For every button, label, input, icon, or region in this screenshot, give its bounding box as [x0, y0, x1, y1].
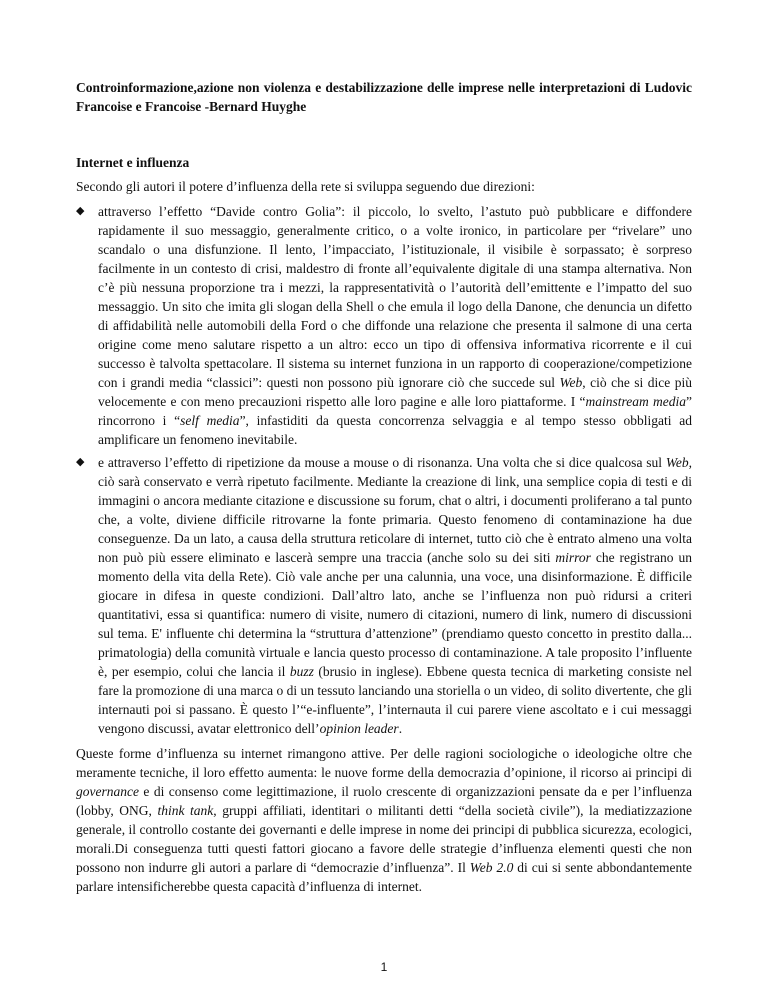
intro-paragraph: Secondo gli autori il potere d’influenza della rete si sviluppa seguendo due direzioni: — [76, 179, 535, 194]
document-page — [76, 78, 692, 896]
diamond-bullet-icon: ◆ — [76, 456, 85, 468]
page-number: 1 — [380, 960, 388, 974]
section-heading: Internet e influenza — [76, 155, 190, 170]
directions-list — [76, 202, 692, 738]
conclusion-paragraph: Queste forme d’influenza su internet rimangono attive. Per delle ragioni sociologiche o ideologiche oltre che meramente tecniche, il loro effetto aumenta: le nuove forme della democrazia d’opinione, il ricorso ai principi di governance e di consenso come legittimazione, il ruolo crescente di organizzazioni pensate da e per l’influenza (lobby, ONG, think tank, gruppi affiliati, identitari o militanti detti “della società civile”), la mediatizzazione generale, il controllo costante dei governanti e delle imprese in nome dei principi di pubblica sicurezza, ecologici, morali.Di conseguenza tutti questi fattori giocano a favore delle strategie d’influenza elementi questi che non possono non indurre gli autori a parlare di “democrazie d’influenza”. Il Web 2.0 di cui si sente abbondantemente parlare intensificherebbe questa capacità d’influenza di internet. — [76, 746, 692, 894]
diamond-bullet-icon: ◆ — [76, 205, 85, 217]
bullet-text: attraverso l’effetto “Davide contro Golia”: il piccolo, lo svelto, l’astuto può pubblicare e diffondere rapidamente il suo messaggio, generalmente critico, o a volte ironico, in particolare per “rivelare” uno scandalo o una disfunzione. Il lento, l’impacciato, l’istituzionale, il visibile è sorpassato; è sorpreso facilmente in un contesto di crisi, maldestro di fronte all’equivalente digitale di una stampa alternativa. Non c’è più nessuna proporzione tra i mezzi, la rappresentatività o l’autorità dell’emittente e l’impatto del suo messaggio. Un sito che imita gli slogan della Shell o che emula il logo della Danone, che denuncia un difetto di affidabilità nelle automobili della Ford o che diffonde una relazione che presenta il salmone di una certa origine come meno salutare rispetto a un altro: ecco un tipo di offensiva informativa ricorrente e il cui successo è talvolta spettacolare. Il sistema su internet funziona in un rapporto di cooperazione/competizione con i grandi media “classici”: questi non possono più ignorare ciò che succede sul Web, ciò che si dice più velocemente e con meno precauzioni rispetto alle loro pagine e alle loro piattaforme. I “mainstream media” rincorrono i “self media”, infastiditi da questa concorrenza selvaggia e al tempo stesso obbligati ad amplificare un fenomeno inevitabile. — [98, 204, 692, 447]
list-item — [76, 202, 692, 449]
list-item — [76, 453, 692, 738]
bullet-text: e attraverso l’effetto di ripetizione da mouse a mouse o di risonanza. Una volta che si dice qualcosa sul Web, ciò sarà conservato e verrà ripetuto facilmente. Mediante la creazione di link, una semplice copia di testi e di immagini o ancora mediante citazione e discussione su forum, chat o altri, i documenti proliferano a tal punto che, a volte, diviene difficile ritrovarne la fonte primaria. Questo fenomeno di contaminazione ha due conseguenze. Da un lato, a causa della struttura reticolare di internet, tutto ciò che è entrato almeno una volta non può più essere eliminato e lascerà sempre una traccia (anche solo su dei siti mirror che registrano un momento della vita della Rete). Ciò vale anche per una calunnia, una voce, una disinformazione. È difficile giocare in difesa in queste condizioni. Dall’altro lato, anche se l’influenza non può ridursi a criteri quantitativi, essa si quantifica: numero di visite, numero di citazioni, numero di link, numero di discussioni sul tema. E' influente chi determina la “struttura d’attenzione” (prendiamo questo concetto in prestito dalla... primatologia) della comunità virtuale e lancia questo processo di contaminazione. A tale proposito l’influente è, per esempio, colui che lancia il buzz (brusio in inglese). Ebbene questa tecnica di marketing consiste nel fare la promozione di una marca o di un tessuto lanciando una storiella o un video, di solito divertente, che gli internauti poi si passano. È questo l’“e-influente”, l’internauta il cui parere viene ascoltato e i cui messaggi vengono discussi, avatar elettronico dell’opinion leader. — [98, 455, 692, 736]
document-title: Controinformazione,azione non violenza e destabilizzazione delle imprese nelle interpretazioni di Ludovic Francoise e Francoise -Bernard Huyghe — [76, 80, 692, 114]
